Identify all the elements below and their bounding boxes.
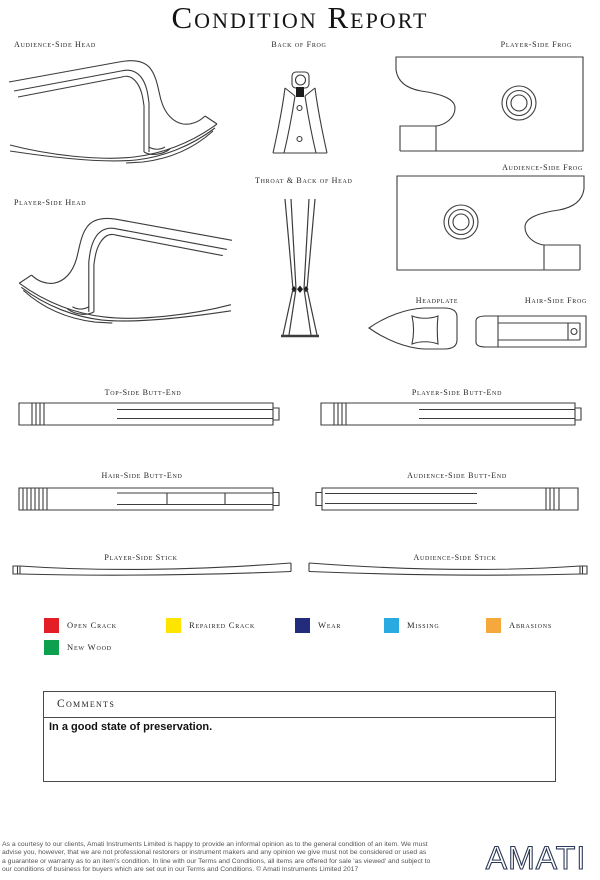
label-hair-side-frog: Hair-Side Frog (524, 296, 588, 305)
legend-item-open-crack (44, 617, 117, 633)
new-wood-swatch (44, 640, 59, 655)
legend-label: Open Crack (67, 620, 117, 630)
legend-item-abrasions (486, 617, 552, 633)
throat-back-of-head-diagram (265, 198, 335, 343)
audience-side-frog-diagram (394, 175, 586, 271)
label-throat-back-of-head: Throat & Back of Head (255, 176, 353, 185)
legend-item-new-wood (44, 639, 112, 655)
legend-item-wear (295, 617, 341, 633)
footer-line: a guarantee or warranty as to an item's condition. In line with our Terms and Conditions, all items are offered for sale 'as viewed' and subject to (2, 857, 431, 865)
legend-label: Missing (407, 620, 440, 630)
open-crack-swatch (44, 618, 59, 633)
audience-side-head-diagram (8, 55, 228, 173)
player-side-stick-diagram (10, 560, 292, 578)
amati-logo: AMATI (485, 840, 587, 876)
audience-side-butt-end-diagram (315, 486, 581, 512)
wear-swatch (295, 618, 310, 633)
amati-logo-wrap (480, 838, 592, 880)
page-title: Condition Report (171, 0, 429, 35)
label-player-side-butt-end: Player-Side Butt-End (411, 388, 503, 397)
abrasions-swatch (486, 618, 501, 633)
label-audience-side-stick: Audience-Side Stick (413, 553, 497, 562)
label-player-side-frog: Player-Side Frog (500, 40, 572, 49)
top-side-butt-end-diagram (15, 401, 281, 427)
legend-label: Repaired Crack (189, 620, 256, 630)
comments-box (43, 691, 556, 782)
footer-line: our conditions of business for buyers which are set out in our Terms and Conditions. © Amati Instruments Limited 2017 (2, 865, 359, 873)
label-top-side-butt-end: Top-Side Butt-End (104, 388, 182, 397)
label-back-of-frog: Back of Frog (271, 40, 327, 49)
comments-header: Comments (44, 692, 555, 718)
back-of-frog-diagram (268, 70, 332, 156)
legend-label: Abrasions (509, 620, 553, 630)
hair-side-frog-diagram (474, 315, 588, 348)
player-side-head-diagram (8, 212, 233, 334)
footer-line: advise you, however, that we are not professional restorers or instrument makers and any opinion we give must not be considered or used as (2, 849, 427, 857)
label-headplate: Headplate (415, 296, 459, 305)
player-side-frog-diagram (394, 56, 586, 152)
label-audience-side-frog: Audience-Side Frog (502, 163, 583, 172)
legend-label: New Wood (67, 642, 112, 652)
player-side-butt-end-diagram (317, 401, 583, 427)
hair-side-butt-end-diagram (15, 486, 281, 512)
footer-line: As a courtesy to our clients, Amati Instruments Limited is happy to provide an informal opinion as to the general condition of an item. We must (2, 841, 428, 848)
label-hair-side-butt-end: Hair-Side Butt-End (101, 471, 183, 480)
audience-side-stick-diagram (308, 560, 590, 578)
comments-text: In a good state of preservation. (49, 721, 213, 733)
repaired-crack-swatch (166, 618, 181, 633)
legend-label: Wear (318, 620, 342, 630)
legend-item-repaired-crack (166, 617, 255, 633)
label-audience-side-butt-end: Audience-Side Butt-End (407, 471, 507, 480)
label-player-side-head: Player-Side Head (14, 198, 87, 207)
label-audience-side-head: Audience-Side Head (14, 40, 96, 49)
footer-disclaimer (2, 841, 472, 874)
headplate-diagram (368, 303, 460, 353)
legend-item-missing (384, 617, 440, 633)
label-player-side-stick: Player-Side Stick (104, 553, 178, 562)
missing-swatch (384, 618, 399, 633)
